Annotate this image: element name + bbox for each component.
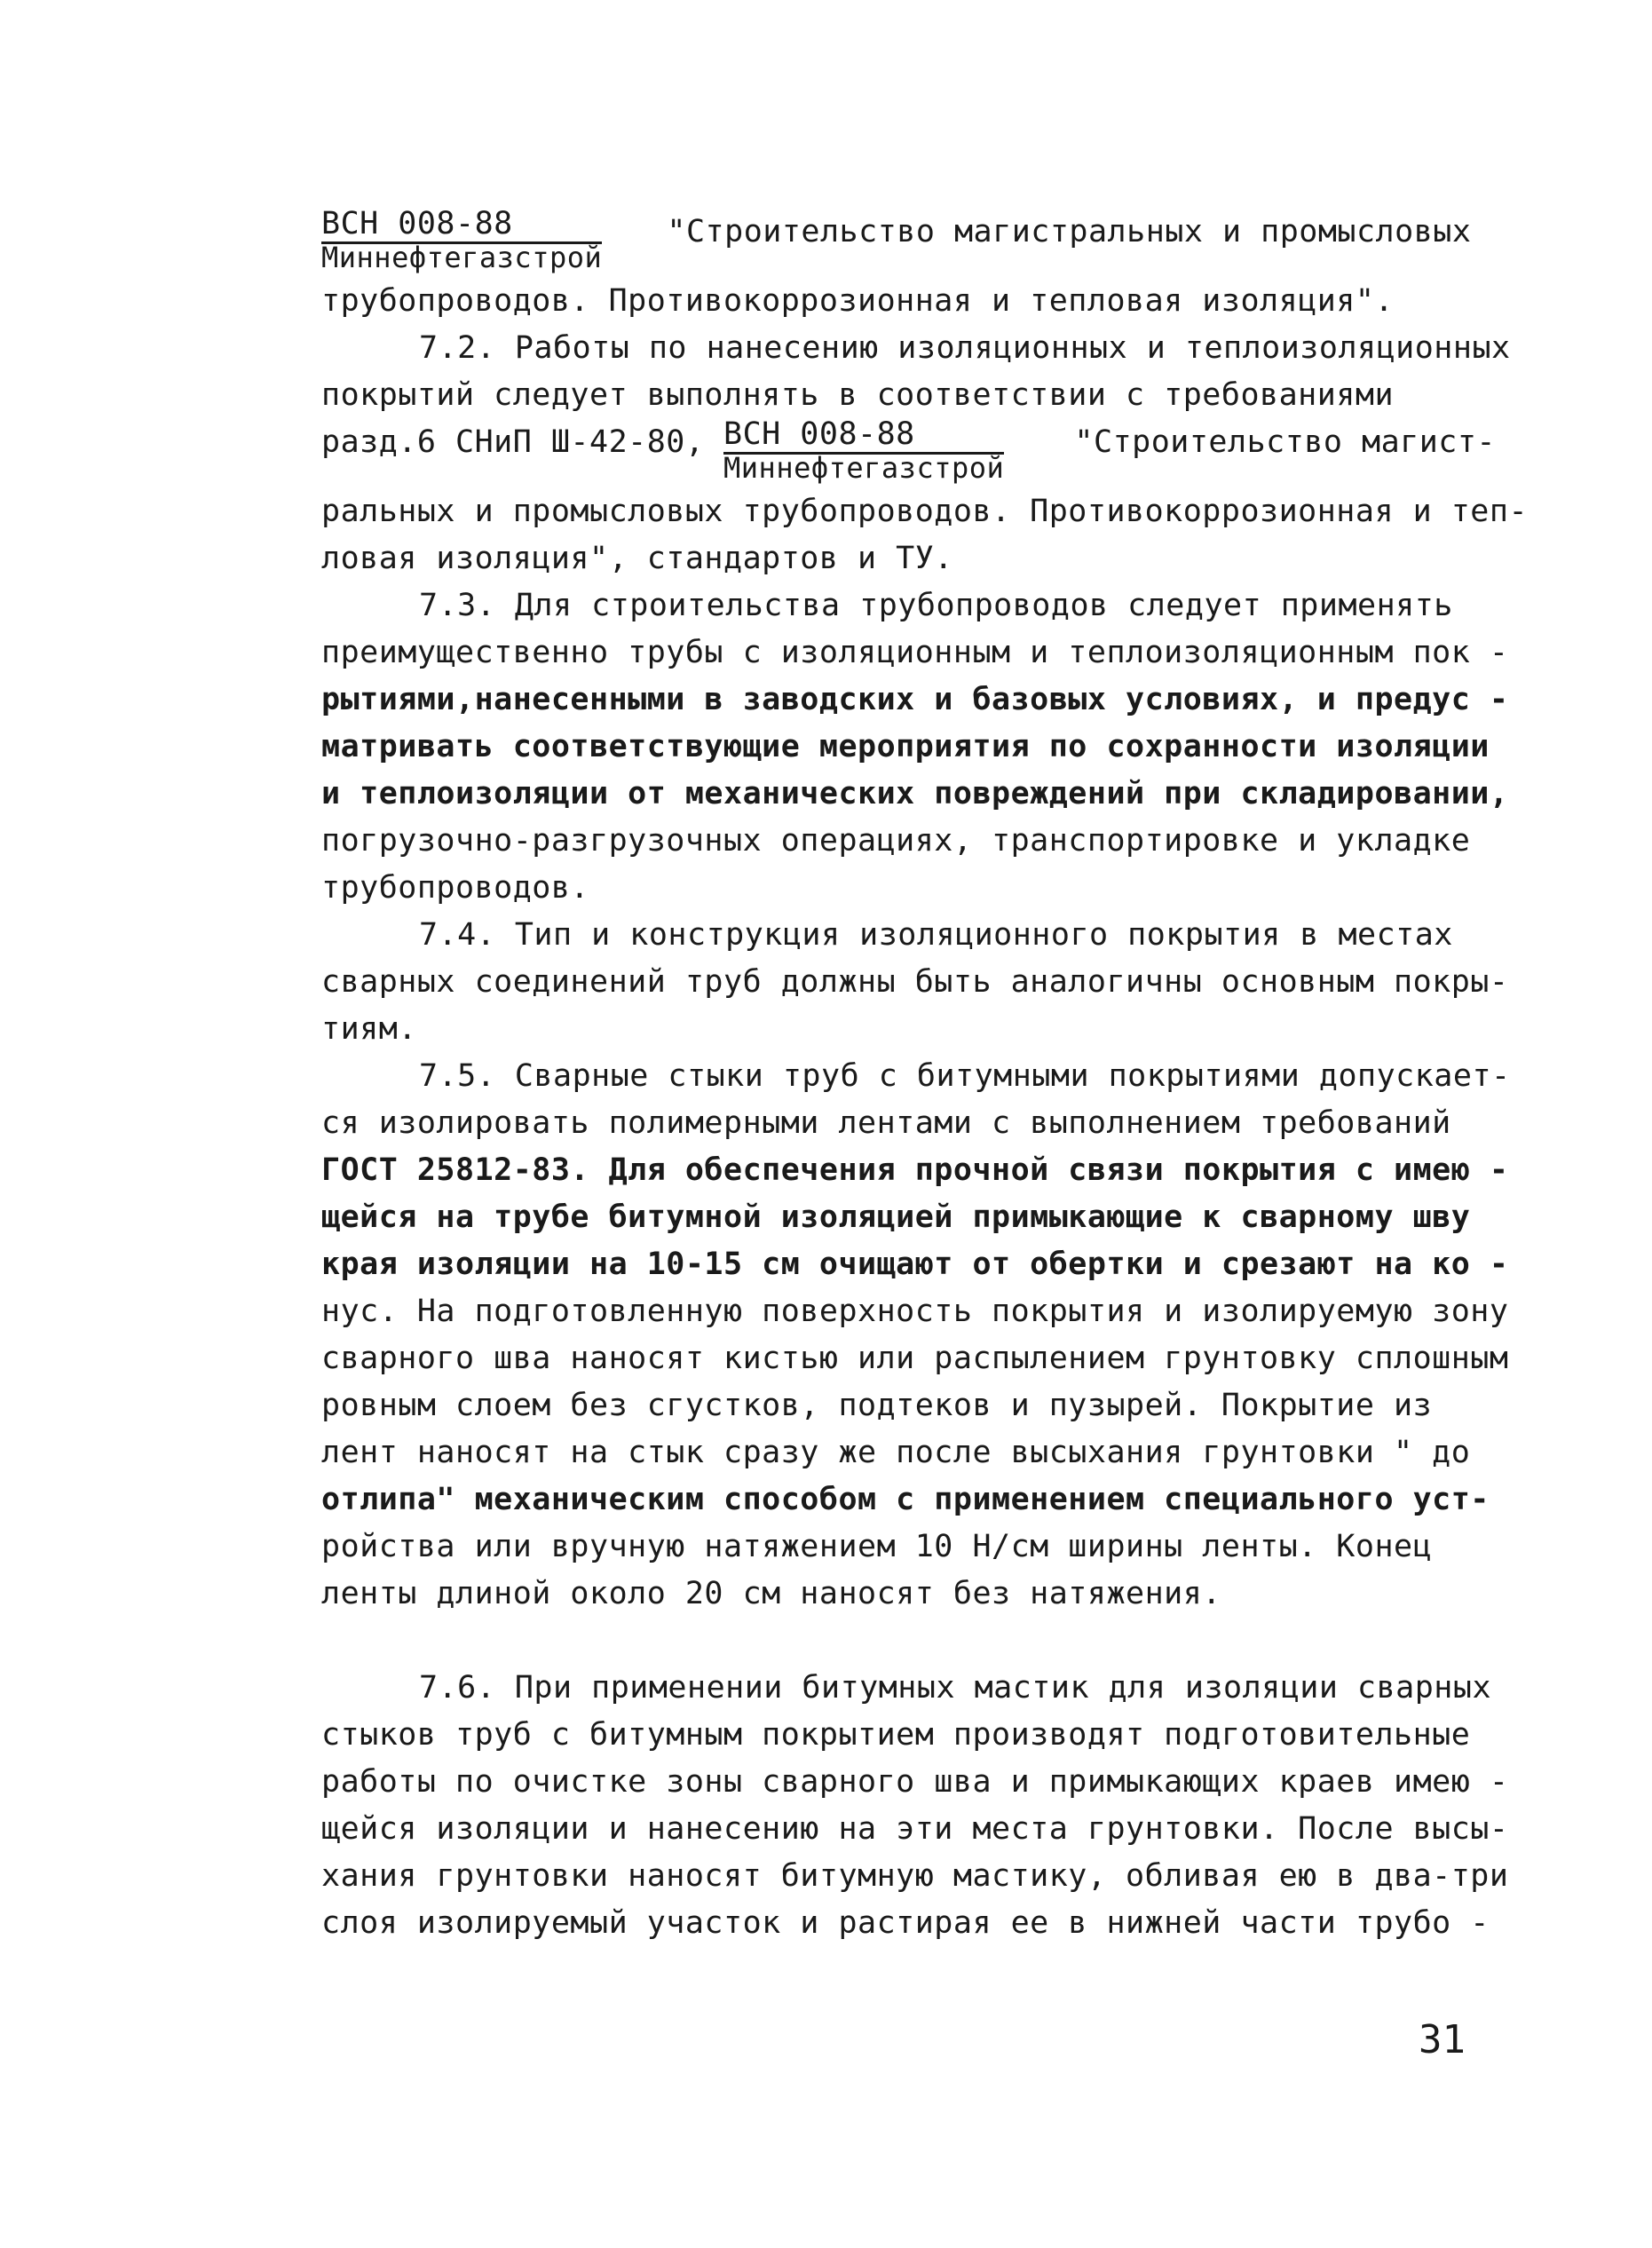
ref-code-2: ВСН 008-88: [723, 419, 1004, 455]
p75-line: края изоляции на 10-15 см очищают от обертки и срезают на ко -: [321, 1247, 1509, 1282]
p74-line: тиям.: [321, 1011, 417, 1047]
p76-line: работы по очистке зоны сварного шва и примыкающих краев имею -: [321, 1764, 1509, 1800]
document-body: [321, 206, 1529, 1947]
p73-line: преимущественно трубы с изоляционным и теплоизоляционным пок -: [321, 635, 1509, 670]
p74-line: сварных соединений труб должны быть аналогичны основным покры-: [321, 964, 1509, 1000]
p75-line: сварного шва наносят кистью или распылением грунтовку сплошным: [321, 1341, 1509, 1376]
p73-line: и теплоизоляции от механических повреждений при складировании,: [321, 776, 1509, 811]
ref-org: Миннефтегазстрой: [321, 241, 603, 274]
p75-line: лент наносят на стык сразу же после высыхания грунтовки " до: [321, 1435, 1471, 1470]
p76-line: слоя изолируемый участок и растирая ее в нижней части трубо -: [321, 1905, 1490, 1941]
p75-line: 7.5. Сварные стыки труб с битумными покрытиями допускает-: [419, 1058, 1511, 1094]
p75-line: отлипа" механическим способом с применением специального уст-: [321, 1482, 1490, 1517]
header-line: [321, 206, 1475, 278]
paragraph-gap: [321, 1618, 1475, 1665]
ref-code: ВСН 008-88: [321, 209, 602, 244]
p72-line-5: ловая изоляция", стандартов и ТУ.: [321, 541, 953, 576]
p74-line: 7.4. Тип и конструкция изоляционного покрытия в местах: [419, 917, 1453, 953]
p72-line-2: покрытий следует выполнять в соответствии с требованиями: [321, 377, 1395, 413]
p75-line: ровным слоем без сгустков, подтеков и пузырей. Покрытие из: [321, 1388, 1433, 1423]
p72-line-3-suffix: "Строительство магист-: [1074, 424, 1497, 460]
p75-line: ся изолировать полимерными лентами с выполнением требований: [321, 1105, 1451, 1141]
p73-line: 7.3. Для строительства трубопроводов следует применять: [419, 588, 1453, 623]
p72-line-1: 7.2. Работы по нанесению изоляционных и теплоизоляционных: [419, 330, 1511, 366]
p72-line-3-prefix: разд.6 СНиП Ш-42-80,: [321, 424, 705, 460]
p76-line: 7.6. При применении битумных мастик для изоляции сварных: [419, 1670, 1492, 1706]
p76-line: стыков труб с битумным покрытием производят подготовительные: [321, 1717, 1471, 1753]
p75-line: нус. На подготовленную поверхность покрытия и изолируемую зону: [321, 1294, 1509, 1329]
p75-line: ленты длиной около 20 см наносят без натяжения.: [321, 1576, 1221, 1611]
header-text: "Строительство магистральных и промысловых: [667, 214, 1472, 249]
p72-line-4: ральных и промысловых трубопроводов. Противокоррозионная и теп-: [321, 494, 1529, 529]
page-number: 31: [1419, 2017, 1466, 2062]
p73-line: погрузочно-разгрузочных операциях, транспортировке и укладке: [321, 823, 1471, 859]
p73-line: матривать соответствующие мероприятия по сохранности изоляции: [321, 729, 1490, 764]
p72-line-3: [321, 416, 1497, 488]
ref-stack: [321, 206, 603, 274]
p75-line: ройства или вручную натяжением 10 Н/см ширины ленты. Конец: [321, 1529, 1433, 1564]
p75-line: щейся на трубе битумной изоляцией примыкающие к сварному шву: [321, 1199, 1471, 1235]
ref-stack-2: [723, 416, 1005, 485]
p76-line: щейся изоляции и нанесению на эти места грунтовки. После высы-: [321, 1811, 1509, 1847]
p76-line: хания грунтовки наносят битумную мастику, обливая ею в два-три: [321, 1858, 1509, 1894]
p75-line: ГОСТ 25812-83. Для обеспечения прочной связи покрытия с имею -: [321, 1152, 1509, 1188]
ref-org-2: Миннефтегазстрой: [723, 451, 1005, 485]
p73-line: рытиями,нанесенными в заводских и базовых условиях, и предус -: [321, 682, 1509, 717]
p73-line: трубопроводов.: [321, 870, 590, 906]
text-line: трубопроводов. Противокоррозионная и тепловая изоляция".: [321, 283, 1395, 319]
